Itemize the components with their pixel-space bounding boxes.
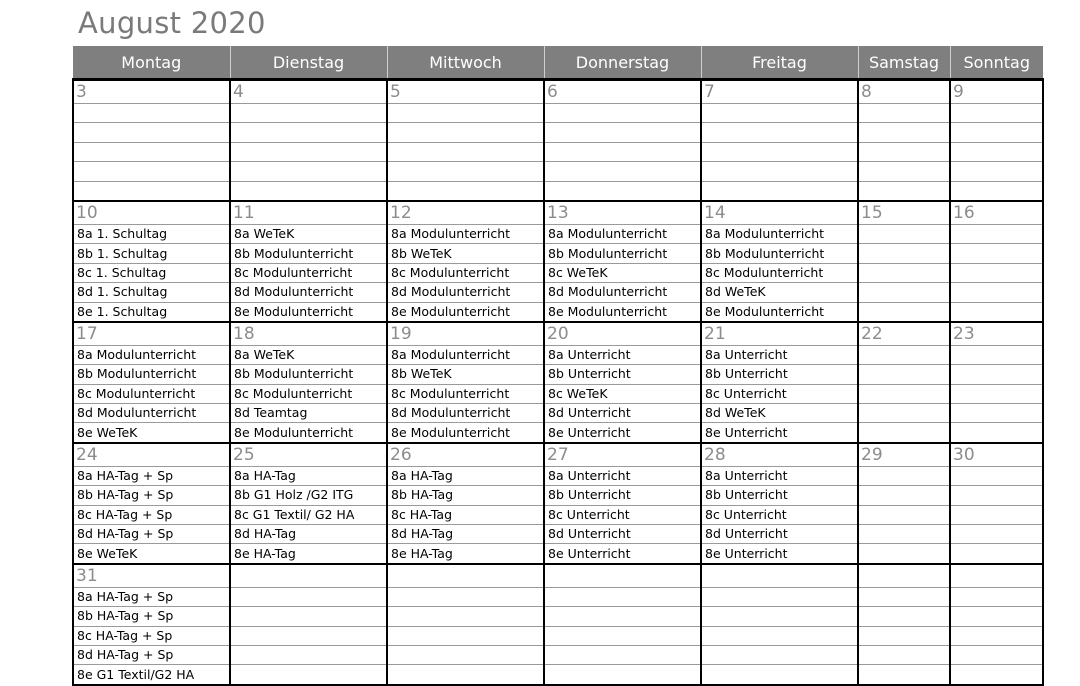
- day-entry: 8d Modulunterricht: [230, 283, 387, 302]
- day-entry: [858, 384, 950, 403]
- week-day-numbers-row: [73, 443, 1043, 467]
- day-entry: [858, 302, 950, 322]
- day-entry: 8b Unterricht: [701, 486, 858, 505]
- day-entry: 8b Modulunterricht: [73, 365, 230, 384]
- day-entry: [387, 645, 544, 664]
- day-number: 6: [544, 80, 701, 104]
- day-number: 28: [701, 443, 858, 467]
- day-entry: [73, 104, 230, 123]
- week-entry-row: [73, 142, 1043, 161]
- day-entry: [387, 142, 544, 161]
- week-entry-row: [73, 505, 1043, 524]
- day-entry: 8b HA-Tag + Sp: [73, 607, 230, 626]
- weekday-tuesday: Dienstag: [230, 46, 387, 80]
- day-number: [544, 564, 701, 588]
- day-entry: [950, 587, 1043, 606]
- day-entry: 8c Modulunterricht: [387, 384, 544, 403]
- day-entry: 8d WeTeK: [701, 283, 858, 302]
- day-entry: 8a Unterricht: [701, 466, 858, 485]
- weekday-friday: Freitag: [701, 46, 858, 80]
- day-entry: 8c G1 Textil/ G2 HA: [230, 505, 387, 524]
- day-entry: [950, 345, 1043, 364]
- day-entry: 8a Modulunterricht: [387, 224, 544, 243]
- day-entry: [858, 423, 950, 443]
- day-entry: 8b WeTeK: [387, 365, 544, 384]
- day-number: [950, 564, 1043, 588]
- day-entry: [858, 645, 950, 664]
- day-number: 25: [230, 443, 387, 467]
- day-entry: 8a WeTeK: [230, 345, 387, 364]
- week-entry-row: [73, 244, 1043, 263]
- day-entry: 8a Modulunterricht: [544, 224, 701, 243]
- week-entry-row: [73, 104, 1043, 123]
- day-number: 15: [858, 201, 950, 225]
- day-number: 26: [387, 443, 544, 467]
- day-entry: 8a 1. Schultag: [73, 224, 230, 243]
- day-entry: [701, 626, 858, 645]
- day-entry: 8e Modulunterricht: [544, 302, 701, 322]
- day-entry: [230, 142, 387, 161]
- day-entry: [858, 466, 950, 485]
- day-entry: 8a Unterricht: [544, 466, 701, 485]
- day-entry: 8a Modulunterricht: [701, 224, 858, 243]
- day-entry: [950, 384, 1043, 403]
- day-entry: 8c Unterricht: [701, 505, 858, 524]
- day-entry: 8b WeTeK: [387, 244, 544, 263]
- day-entry: 8a HA-Tag + Sp: [73, 466, 230, 485]
- day-entry: [387, 123, 544, 142]
- day-number: [387, 564, 544, 588]
- week-entry-row: [73, 626, 1043, 645]
- day-number: 9: [950, 80, 1043, 104]
- weekday-monday: Montag: [73, 46, 230, 80]
- day-entry: 8b Modulunterricht: [701, 244, 858, 263]
- day-entry: 8b Modulunterricht: [230, 365, 387, 384]
- day-number: 23: [950, 322, 1043, 346]
- day-entry: 8e Unterricht: [544, 544, 701, 564]
- day-entry: [387, 587, 544, 606]
- week-entry-row: [73, 404, 1043, 423]
- day-number: 30: [950, 443, 1043, 467]
- day-entry: [230, 123, 387, 142]
- day-entry: [858, 162, 950, 181]
- day-entry: [858, 404, 950, 423]
- day-number: 3: [73, 80, 230, 104]
- day-number: 20: [544, 322, 701, 346]
- week-day-numbers-row: [73, 564, 1043, 588]
- day-entry: 8a Unterricht: [701, 345, 858, 364]
- day-entry: [230, 181, 387, 201]
- day-entry: 8c Modulunterricht: [230, 384, 387, 403]
- day-entry: [230, 607, 387, 626]
- day-entry: [950, 544, 1043, 564]
- day-entry: 8a Modulunterricht: [73, 345, 230, 364]
- day-entry: 8d Unterricht: [544, 404, 701, 423]
- day-entry: [73, 142, 230, 161]
- day-entry: [950, 645, 1043, 664]
- day-entry: [701, 645, 858, 664]
- day-entry: [701, 162, 858, 181]
- day-entry: 8a HA-Tag: [387, 466, 544, 485]
- day-entry: [950, 104, 1043, 123]
- day-entry: [387, 626, 544, 645]
- day-entry: [858, 587, 950, 606]
- day-entry: 8b Unterricht: [544, 486, 701, 505]
- day-entry: 8c WeTeK: [544, 384, 701, 403]
- week-day-numbers-row: [73, 80, 1043, 104]
- day-entry: 8d Modulunterricht: [73, 404, 230, 423]
- day-entry: [73, 181, 230, 201]
- day-entry: [544, 181, 701, 201]
- weekday-saturday: Samstag: [858, 46, 950, 80]
- day-entry: 8d Modulunterricht: [544, 283, 701, 302]
- week-entry-row: [73, 384, 1043, 403]
- day-entry: [858, 104, 950, 123]
- week-entry-row: [73, 263, 1043, 282]
- day-entry: 8c Unterricht: [544, 505, 701, 524]
- day-entry: 8d HA-Tag: [230, 525, 387, 544]
- day-entry: [230, 626, 387, 645]
- day-entry: 8a HA-Tag: [230, 466, 387, 485]
- day-entry: [858, 283, 950, 302]
- weekday-header-row: [73, 46, 1043, 80]
- day-entry: 8e Modulunterricht: [230, 423, 387, 443]
- day-entry: 8d HA-Tag: [387, 525, 544, 544]
- day-number: 8: [858, 80, 950, 104]
- day-entry: 8e Unterricht: [701, 544, 858, 564]
- day-entry: [950, 404, 1043, 423]
- day-entry: 8d 1. Schultag: [73, 283, 230, 302]
- week-entry-row: [73, 587, 1043, 606]
- day-entry: 8c Modulunterricht: [387, 263, 544, 282]
- week-entry-row: [73, 486, 1043, 505]
- day-number: [858, 564, 950, 588]
- day-entry: [858, 626, 950, 645]
- day-entry: [858, 181, 950, 201]
- day-entry: 8e Unterricht: [701, 423, 858, 443]
- day-entry: 8d WeTeK: [701, 404, 858, 423]
- day-entry: 8b HA-Tag: [387, 486, 544, 505]
- day-number: 13: [544, 201, 701, 225]
- day-entry: 8c Modulunterricht: [701, 263, 858, 282]
- day-entry: 8c HA-Tag + Sp: [73, 626, 230, 645]
- day-entry: [950, 224, 1043, 243]
- day-entry: 8c Modulunterricht: [230, 263, 387, 282]
- week-entry-row: [73, 162, 1043, 181]
- day-entry: [544, 607, 701, 626]
- week-entry-row: [73, 365, 1043, 384]
- day-entry: [858, 505, 950, 524]
- day-entry: 8b Modulunterricht: [544, 244, 701, 263]
- day-entry: 8d Teamtag: [230, 404, 387, 423]
- week-entry-row: [73, 607, 1043, 626]
- day-entry: 8c HA-Tag: [387, 505, 544, 524]
- day-number: 4: [230, 80, 387, 104]
- week-entry-row: [73, 224, 1043, 243]
- weekday-thursday: Donnerstag: [544, 46, 701, 80]
- day-entry: [387, 607, 544, 626]
- day-entry: [387, 162, 544, 181]
- day-entry: [950, 123, 1043, 142]
- day-entry: [950, 302, 1043, 322]
- day-number: 29: [858, 443, 950, 467]
- day-entry: [701, 181, 858, 201]
- day-entry: 8b Unterricht: [701, 365, 858, 384]
- day-entry: [858, 142, 950, 161]
- day-entry: [858, 263, 950, 282]
- day-entry: [950, 486, 1043, 505]
- day-entry: 8d Unterricht: [701, 525, 858, 544]
- day-entry: [950, 162, 1043, 181]
- day-entry: 8b Modulunterricht: [230, 244, 387, 263]
- calendar-title: August 2020: [78, 6, 266, 40]
- day-entry: [544, 587, 701, 606]
- day-number: 17: [73, 322, 230, 346]
- day-entry: [858, 365, 950, 384]
- week-day-numbers-row: [73, 201, 1043, 225]
- day-entry: [858, 345, 950, 364]
- day-entry: [858, 123, 950, 142]
- week-day-numbers-row: [73, 322, 1043, 346]
- day-entry: 8b Unterricht: [544, 365, 701, 384]
- day-entry: 8a Unterricht: [544, 345, 701, 364]
- day-entry: 8d Unterricht: [544, 525, 701, 544]
- day-entry: 8e WeTeK: [73, 544, 230, 564]
- day-entry: 8e WeTeK: [73, 423, 230, 443]
- week-entry-row: [73, 466, 1043, 485]
- day-entry: [701, 587, 858, 606]
- day-entry: [950, 466, 1043, 485]
- day-entry: 8d HA-Tag + Sp: [73, 525, 230, 544]
- day-entry: [701, 123, 858, 142]
- day-entry: 8b 1. Schultag: [73, 244, 230, 263]
- day-number: [701, 564, 858, 588]
- day-entry: [544, 123, 701, 142]
- week-entry-row: [73, 123, 1043, 142]
- day-entry: [858, 607, 950, 626]
- day-entry: [387, 104, 544, 123]
- day-entry: [230, 104, 387, 123]
- day-entry: [544, 162, 701, 181]
- day-number: 10: [73, 201, 230, 225]
- day-entry: [950, 607, 1043, 626]
- day-number: 5: [387, 80, 544, 104]
- day-entry: 8d Modulunterricht: [387, 283, 544, 302]
- day-number: 24: [73, 443, 230, 467]
- day-number: 7: [701, 80, 858, 104]
- day-entry: [950, 626, 1043, 645]
- day-entry: 8e G1 Textil/G2 HA: [73, 665, 230, 685]
- day-entry: [950, 244, 1043, 263]
- day-entry: 8a HA-Tag + Sp: [73, 587, 230, 606]
- day-entry: 8c Unterricht: [701, 384, 858, 403]
- weekday-wednesday: Mittwoch: [387, 46, 544, 80]
- day-entry: 8b G1 Holz /G2 ITG: [230, 486, 387, 505]
- day-entry: [950, 283, 1043, 302]
- day-number: [230, 564, 387, 588]
- day-number: 21: [701, 322, 858, 346]
- day-entry: 8a Modulunterricht: [387, 345, 544, 364]
- day-entry: [230, 645, 387, 664]
- day-entry: [950, 525, 1043, 544]
- day-entry: [73, 123, 230, 142]
- day-entry: 8c HA-Tag + Sp: [73, 505, 230, 524]
- day-entry: 8c WeTeK: [544, 263, 701, 282]
- day-entry: 8d HA-Tag + Sp: [73, 645, 230, 664]
- day-number: 31: [73, 564, 230, 588]
- day-entry: 8e Modulunterricht: [387, 302, 544, 322]
- day-entry: [858, 486, 950, 505]
- day-entry: [950, 365, 1043, 384]
- week-entry-row: [73, 544, 1043, 564]
- day-entry: [73, 162, 230, 181]
- week-entry-row: [73, 302, 1043, 322]
- day-entry: [950, 181, 1043, 201]
- weekday-sunday: Sonntag: [950, 46, 1043, 80]
- day-entry: 8e HA-Tag: [387, 544, 544, 564]
- day-entry: 8b HA-Tag + Sp: [73, 486, 230, 505]
- day-entry: 8e Modulunterricht: [387, 423, 544, 443]
- day-entry: [544, 645, 701, 664]
- day-number: 16: [950, 201, 1043, 225]
- week-entry-row: [73, 345, 1043, 364]
- day-entry: [858, 224, 950, 243]
- day-number: 27: [544, 443, 701, 467]
- day-entry: [950, 423, 1043, 443]
- day-entry: [544, 626, 701, 645]
- day-number: 22: [858, 322, 950, 346]
- month-calendar: [72, 46, 1044, 686]
- week-entry-row: [73, 423, 1043, 443]
- week-entry-row: [73, 181, 1043, 201]
- week-entry-row: [73, 525, 1043, 544]
- day-entry: [858, 244, 950, 263]
- day-number: 14: [701, 201, 858, 225]
- day-entry: 8e Modulunterricht: [230, 302, 387, 322]
- day-entry: [701, 607, 858, 626]
- day-number: 11: [230, 201, 387, 225]
- day-entry: 8a WeTeK: [230, 224, 387, 243]
- week-entry-row: [73, 283, 1043, 302]
- day-entry: [950, 263, 1043, 282]
- day-number: 12: [387, 201, 544, 225]
- day-entry: [950, 142, 1043, 161]
- day-entry: [701, 104, 858, 123]
- day-number: 19: [387, 322, 544, 346]
- day-entry: 8e Unterricht: [544, 423, 701, 443]
- day-entry: [387, 181, 544, 201]
- day-entry: [544, 142, 701, 161]
- day-entry: [544, 104, 701, 123]
- day-entry: 8c 1. Schultag: [73, 263, 230, 282]
- day-entry: 8e HA-Tag: [230, 544, 387, 564]
- day-entry: 8c Modulunterricht: [73, 384, 230, 403]
- day-entry: [230, 162, 387, 181]
- day-entry: 8d Modulunterricht: [387, 404, 544, 423]
- day-entry: [230, 587, 387, 606]
- week-entry-row: [73, 645, 1043, 664]
- day-number: 18: [230, 322, 387, 346]
- day-entry: [858, 525, 950, 544]
- day-entry: [858, 544, 950, 564]
- day-entry: 8e 1. Schultag: [73, 302, 230, 322]
- day-entry: [701, 142, 858, 161]
- day-entry: [950, 505, 1043, 524]
- day-entry: 8e Modulunterricht: [701, 302, 858, 322]
